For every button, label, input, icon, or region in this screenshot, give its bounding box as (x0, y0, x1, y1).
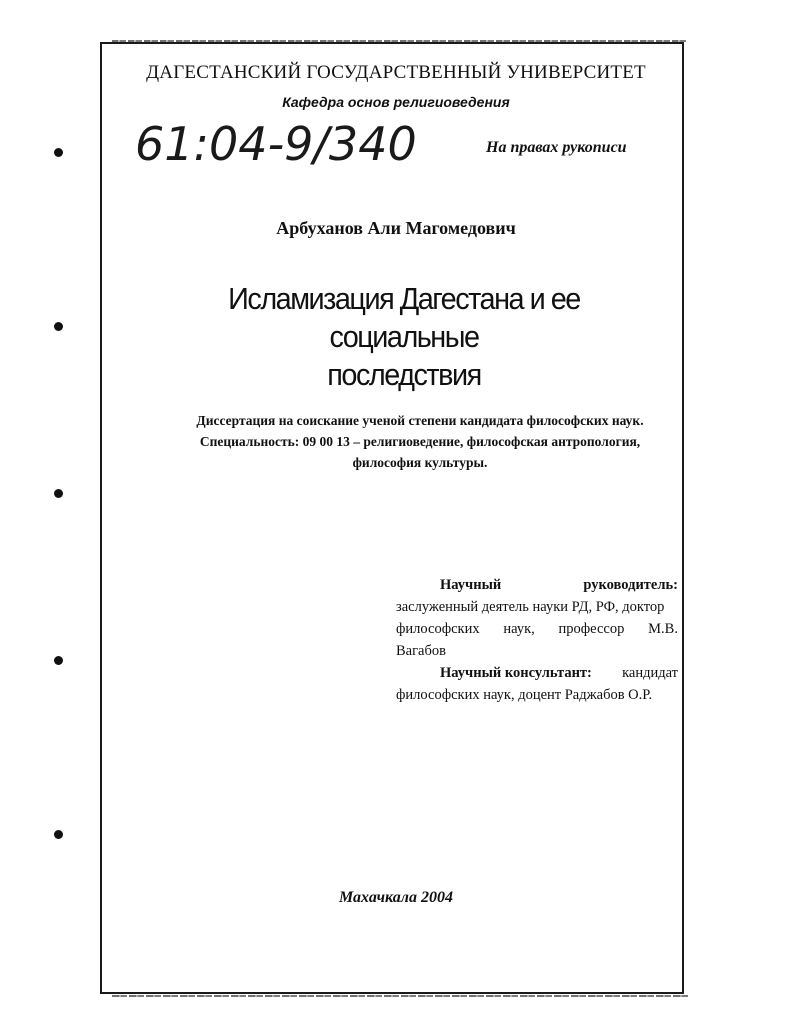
advisors-block (396, 574, 678, 706)
supervisor-label-word: руководитель: (583, 577, 678, 593)
rights-note: На правах рукописи (486, 139, 627, 156)
consultant-label: Научный консультант: (440, 665, 592, 681)
city-year: Махачкала 2004 (339, 889, 453, 906)
dissertation-title (155, 280, 653, 394)
title-line: Исламизация Дагестана и ее социальные (228, 281, 580, 354)
title-line: последствия (327, 357, 481, 392)
handwritten-archive-code (133, 112, 433, 174)
page-border (100, 42, 684, 994)
consultant-line: философских наук, доцент Раджабов О.Р. (396, 687, 653, 703)
punch-hole-mark (54, 148, 63, 157)
punch-hole-mark (54, 322, 63, 331)
author-name: Арбуханов Али Магомедович (276, 218, 516, 238)
punch-hole-mark (54, 656, 63, 665)
supervisor-line: Вагабов (396, 643, 446, 659)
handwritten-code-text: 61:04-9/340 (135, 117, 417, 171)
description-line: философия культуры. (352, 455, 488, 470)
dissertation-description (150, 410, 690, 473)
university-name: ДАГЕСТАНСКИЙ ГОСУДАРСТВЕННЫЙ УНИВЕРСИТЕТ (146, 62, 646, 83)
supervisor-word: профессор (558, 621, 625, 637)
consultant-label-line (396, 662, 678, 684)
supervisor-label (396, 574, 678, 596)
department-name: Кафедра основ религиоведения (282, 94, 510, 110)
punch-hole-mark (54, 830, 63, 839)
punch-hole-mark (54, 489, 63, 498)
supervisor-word: философских (396, 621, 480, 637)
supervisor-line: заслуженный деятель науки РД, РФ, доктор (396, 599, 665, 615)
supervisor-line (396, 618, 678, 640)
supervisor-word: наук, (503, 621, 535, 637)
consultant-degree: кандидат (622, 665, 678, 681)
supervisor-label-word: Научный (440, 577, 502, 593)
supervisor-word: М.В. (648, 621, 678, 637)
description-line: Специальность: 09 00 13 – религиоведение, философская антропология, (199, 434, 641, 449)
description-line: Диссертация на соискание ученой степени кандидата философских наук. (196, 413, 644, 428)
